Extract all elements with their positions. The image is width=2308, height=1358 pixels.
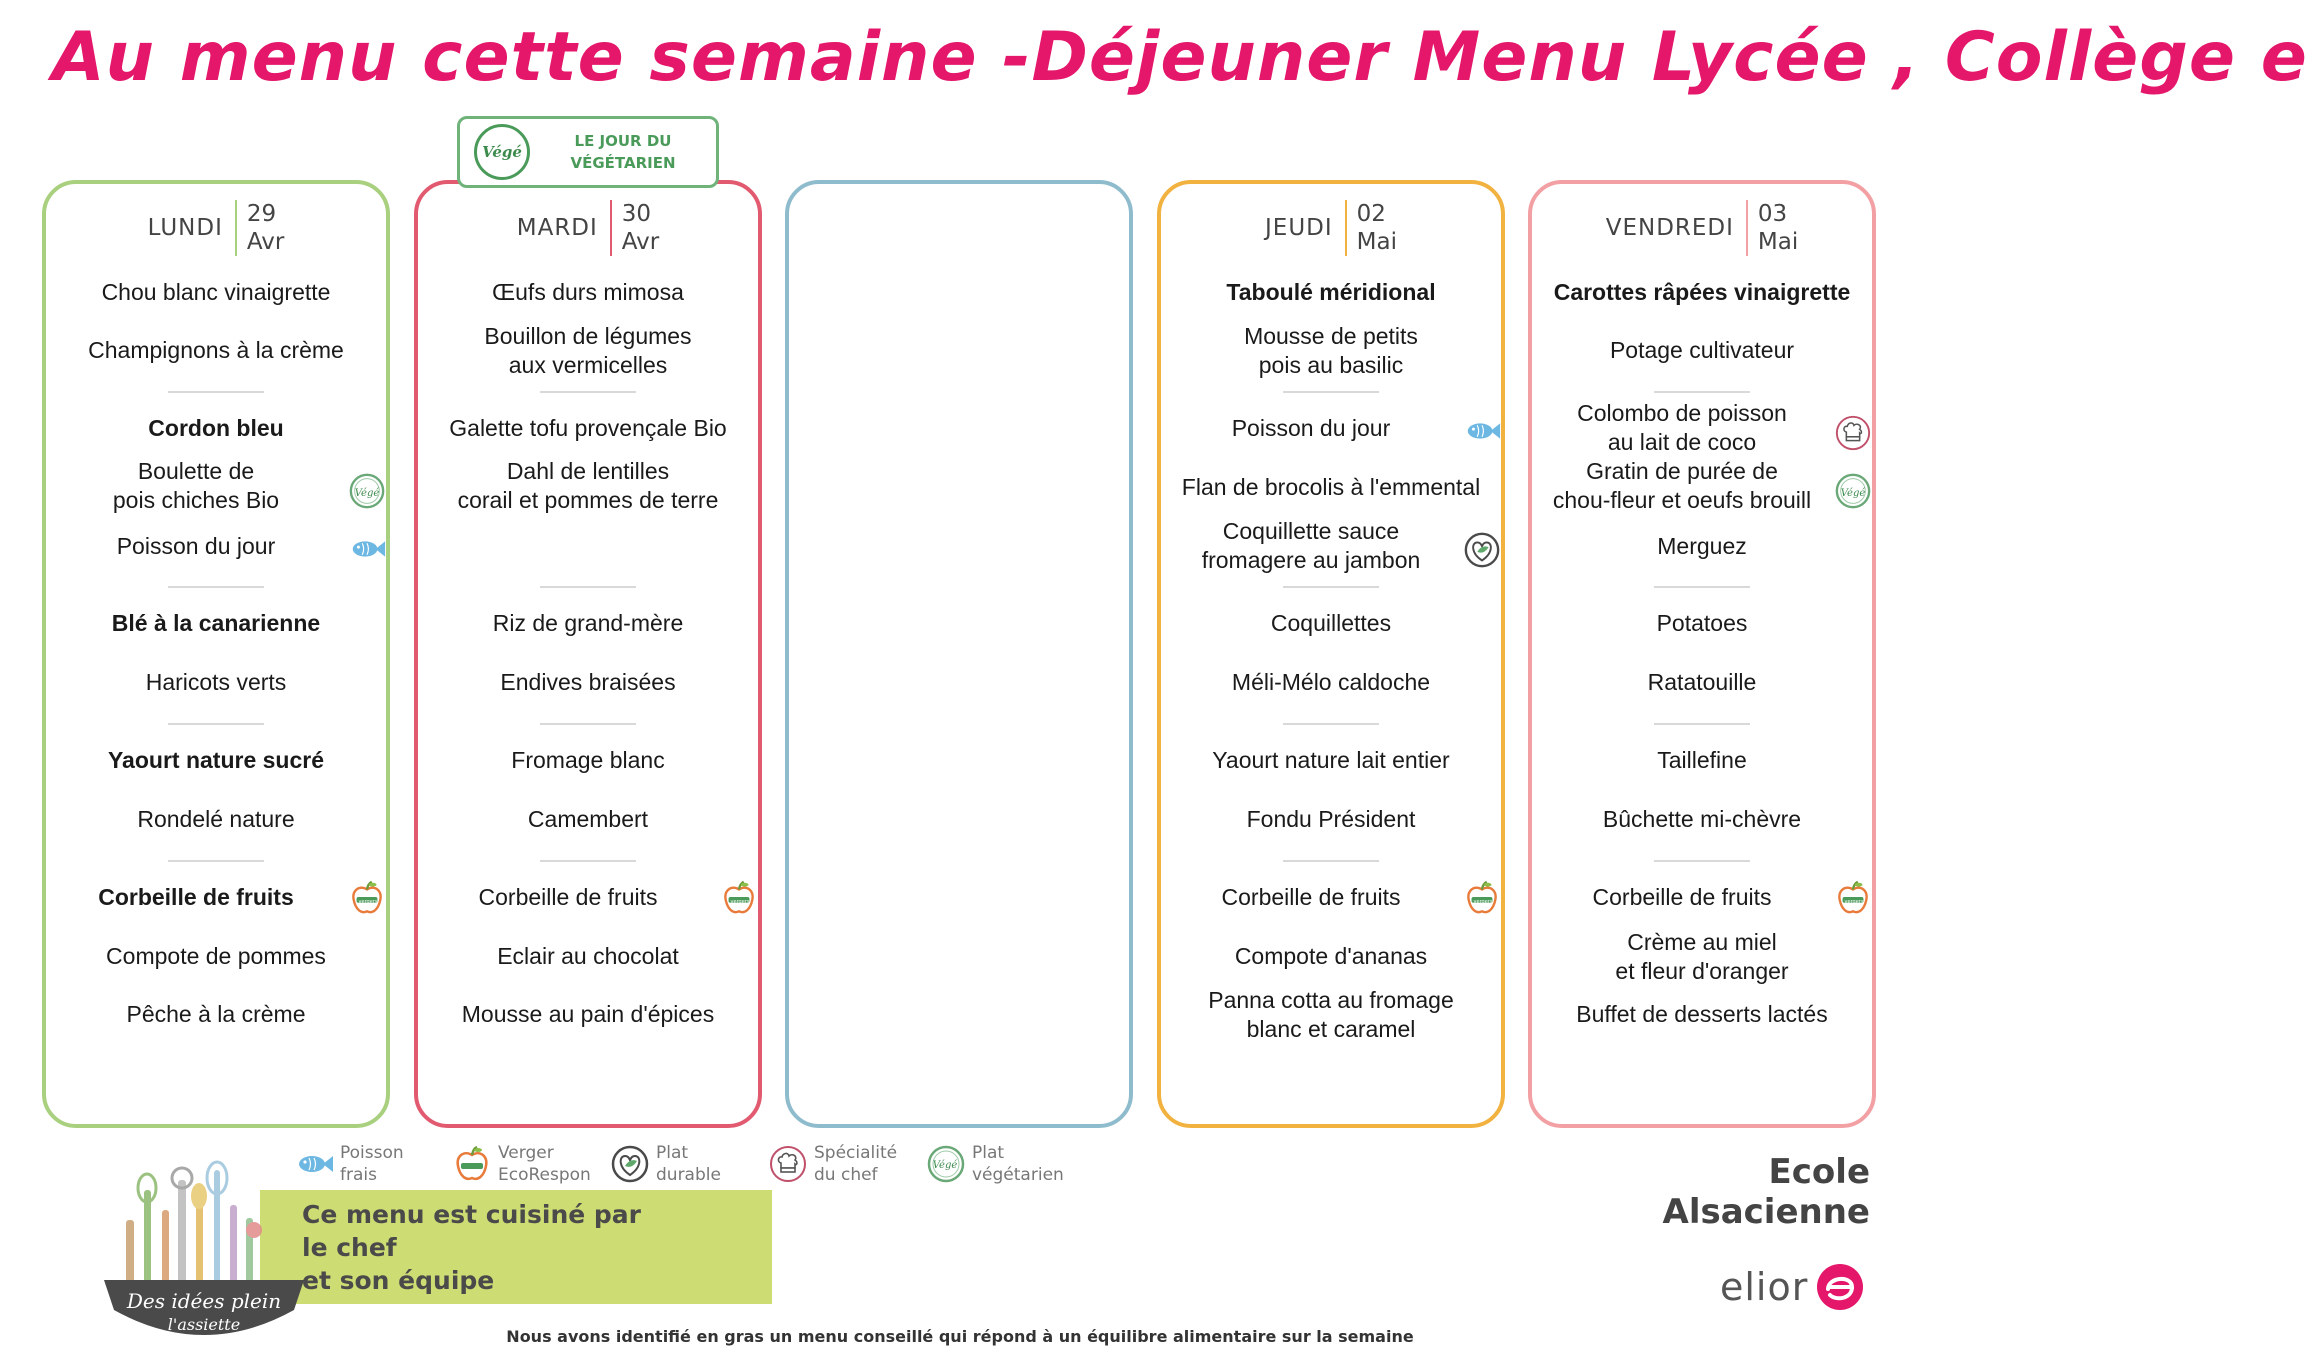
day-name: LUNDI <box>147 215 223 241</box>
chef-logo-line2: l'assiette <box>167 1315 241 1334</box>
menu-item: Champignons à la crème <box>88 337 344 363</box>
menu-item: Rondelé nature <box>137 806 295 832</box>
legend-specialite-chef <box>768 1140 897 1188</box>
day-name: VENDREDI <box>1605 215 1734 241</box>
legend-line2: végétarien <box>972 1165 1064 1185</box>
vege-badge-icon: Végé <box>474 124 530 180</box>
divider <box>540 391 636 393</box>
day-number: 30 <box>621 201 652 227</box>
day-month: Avr <box>246 229 285 255</box>
menu-item: blanc et caramel <box>1246 1016 1416 1042</box>
menu-item: Mousse de petits <box>1244 323 1418 349</box>
menu-item: Corbeille de fruits <box>478 884 658 910</box>
chef-hat-icon <box>1834 414 1872 452</box>
divider <box>168 860 264 862</box>
menu-item: Fondu Président <box>1246 806 1416 832</box>
menu-item: Blé à la canarienne <box>111 610 321 636</box>
school-name: Ecole Alsacienne <box>1662 1152 1870 1232</box>
day-number: 03 <box>1757 201 1788 227</box>
chef-info-line2: le chef <box>302 1233 397 1262</box>
menu-item: Merguez <box>1657 533 1747 559</box>
day-name: MARDI <box>516 215 598 241</box>
day-column-mardi <box>414 180 762 1128</box>
legend-label <box>340 1142 404 1186</box>
legend-label <box>972 1142 1064 1186</box>
svg-text:vergers: vergers <box>1473 899 1493 905</box>
menu-item: Poisson du jour <box>1231 415 1391 441</box>
legend-line2: du chef <box>814 1165 878 1185</box>
menu-item: Buffet de desserts lactés <box>1576 1001 1828 1027</box>
day-column-mercredi <box>785 180 1133 1128</box>
chef-logo-icon <box>104 1160 304 1350</box>
svg-text:vergers: vergers <box>358 899 378 905</box>
apple-icon <box>452 1144 492 1184</box>
menu-item: Compote de pommes <box>106 943 326 969</box>
menu-item: au lait de coco <box>1607 429 1757 455</box>
menu-item: Dahl de lentilles <box>506 458 670 484</box>
menu-item: Crème au miel <box>1627 929 1777 955</box>
day-number: 02 <box>1356 201 1386 227</box>
divider <box>168 391 264 393</box>
menu-item: Coquillettes <box>1270 610 1392 636</box>
divider <box>168 723 264 725</box>
apple-icon <box>1463 879 1501 917</box>
svg-text:vergers: vergers <box>730 899 750 905</box>
svg-text:Végé: Végé <box>1840 488 1866 499</box>
day-month: Mai <box>1356 229 1397 255</box>
day-header <box>1532 196 1872 260</box>
menu-item: Compote d'ananas <box>1234 943 1428 969</box>
vegetarian-day-line1: LE JOUR DU <box>574 132 672 150</box>
day-header <box>46 196 386 260</box>
menu-item: Chou blanc vinaigrette <box>101 279 331 305</box>
legend-label <box>498 1142 591 1186</box>
divider <box>1654 723 1750 725</box>
brand-name: elior <box>1720 1265 1809 1309</box>
day-number: 29 <box>246 201 277 227</box>
menu-item: Camembert <box>527 806 649 832</box>
divider <box>1283 723 1379 725</box>
menu-item: Corbeille de fruits <box>1592 884 1772 910</box>
legend-line1: Verger <box>498 1143 554 1163</box>
divider <box>540 586 636 588</box>
menu-item: Coquillette sauce <box>1222 518 1400 544</box>
legend-line2: frais <box>340 1165 377 1185</box>
menu-item: Potage cultivateur <box>1609 337 1795 363</box>
menu-item: Mousse au pain d'épices <box>461 1001 715 1027</box>
menu-item: Haricots verts <box>145 669 287 695</box>
menu-item: Méli-Mélo caldoche <box>1231 669 1431 695</box>
menu-item: Eclair au chocolat <box>497 943 679 969</box>
menu-item: Yaourt nature lait entier <box>1212 747 1450 773</box>
menu-item: pois au basilic <box>1258 352 1404 378</box>
menu-item: Potatoes <box>1656 610 1748 636</box>
vegetarian-day-line2: VÉGÉTARIEN <box>570 154 676 172</box>
divider <box>1654 860 1750 862</box>
day-date <box>610 200 659 256</box>
menu-item: et fleur d'oranger <box>1615 958 1789 984</box>
menu-item: Flan de brocolis à l'emmental <box>1181 474 1481 500</box>
legend-line2: durable <box>656 1165 721 1185</box>
menu-item: Fromage blanc <box>511 747 665 773</box>
menu-item: Panna cotta au fromage <box>1208 987 1454 1013</box>
day-header <box>1161 196 1501 260</box>
legend-line2: EcoRespon <box>498 1165 591 1185</box>
heart-leaf-icon <box>1463 531 1501 569</box>
menu-item: Colombo de poisson <box>1577 400 1787 426</box>
menu-item: Pêche à la crème <box>126 1001 306 1027</box>
chef-hat-icon <box>768 1144 808 1184</box>
divider <box>1654 586 1750 588</box>
legend-verger <box>452 1140 591 1188</box>
fish-icon <box>1463 412 1501 450</box>
menu-item: Ratatouille <box>1647 669 1757 695</box>
day-column-jeudi <box>1157 180 1505 1128</box>
menu-item: Taillefine <box>1657 747 1747 773</box>
svg-text:Végé: Végé <box>932 1160 958 1171</box>
legend-line1: Plat <box>972 1143 1005 1163</box>
menu-item: Yaourt nature sucré <box>107 747 325 773</box>
heart-leaf-icon <box>610 1144 650 1184</box>
svg-text:vergers: vergers <box>1844 899 1864 905</box>
day-column-vendredi <box>1528 180 1876 1128</box>
svg-text:Végé: Végé <box>354 488 380 499</box>
divider <box>540 723 636 725</box>
day-name: JEUDI <box>1265 215 1333 241</box>
day-date <box>1345 200 1397 256</box>
menu-item: Œufs durs mimosa <box>492 279 684 305</box>
chef-info-text <box>302 1198 641 1297</box>
vege-icon <box>926 1144 966 1184</box>
legend-line1: Poisson <box>340 1143 404 1163</box>
menu-item: Taboulé méridional <box>1226 279 1436 305</box>
day-date <box>1746 200 1798 256</box>
vegetarian-day-banner <box>457 116 719 188</box>
day-header <box>418 196 758 260</box>
legend-label <box>814 1142 897 1186</box>
apple-icon <box>720 879 758 917</box>
elior-logo <box>1720 1262 1866 1312</box>
vege-icon <box>1834 472 1872 510</box>
menu-item: Bûchette mi-chèvre <box>1602 806 1802 832</box>
divider <box>540 860 636 862</box>
footer-note: Nous avons identifié en gras un menu conseillé qui répond à un équilibre alimentaire sur la semaine <box>506 1327 1414 1346</box>
elior-mark-icon <box>1814 1261 1866 1313</box>
menu-item: Boulette de <box>137 458 255 484</box>
menu-item: Bouillon de légumes <box>484 323 692 349</box>
chef-info-line1: Ce menu est cuisiné par <box>302 1200 641 1229</box>
day-column-lundi <box>42 180 390 1128</box>
vege-icon <box>348 472 386 510</box>
apple-icon <box>348 879 386 917</box>
menu-item: corail et pommes de terre <box>457 487 719 513</box>
menu-item: aux vermicelles <box>508 352 668 378</box>
divider <box>1654 391 1750 393</box>
menu-item: Cordon bleu <box>148 415 284 441</box>
day-month: Mai <box>1757 229 1799 255</box>
chef-logo-line1: Des idées plein <box>126 1289 282 1313</box>
chef-info-line3: et son équipe <box>302 1266 495 1295</box>
menu-item: Poisson du jour <box>116 533 276 559</box>
apple-icon <box>1834 879 1872 917</box>
legend-fresh-fish <box>294 1140 404 1188</box>
fish-icon <box>348 530 386 568</box>
legend-plat-vegetarien <box>926 1140 1064 1188</box>
legend-label <box>656 1142 721 1186</box>
menu-item: fromagere au jambon <box>1201 547 1421 573</box>
page-title: Au menu cette semaine -Déjeuner Menu Lycée , Collège e <box>52 18 2308 97</box>
legend-plat-durable <box>610 1140 721 1188</box>
divider <box>1283 391 1379 393</box>
menu-item: Gratin de purée de <box>1586 458 1778 484</box>
menu-item: Galette tofu provençale Bio <box>449 415 727 441</box>
menu-item: Corbeille de fruits <box>98 884 294 910</box>
divider <box>1283 860 1379 862</box>
legend-line1: Spécialité <box>814 1143 898 1163</box>
menu-item: chou-fleur et oeufs brouill <box>1552 487 1812 513</box>
menu-item: Riz de grand-mère <box>492 610 684 636</box>
menu-item: Endives braisées <box>500 669 676 695</box>
legend-line1: Plat <box>656 1143 689 1163</box>
vegetarian-day-label <box>530 130 716 174</box>
divider <box>1283 586 1379 588</box>
menu-item: Carottes râpées vinaigrette <box>1553 279 1851 305</box>
divider <box>168 586 264 588</box>
day-date <box>235 200 284 256</box>
menu-item: pois chiches Bio <box>112 487 280 513</box>
menu-item: Corbeille de fruits <box>1221 884 1401 910</box>
day-month: Avr <box>621 229 660 255</box>
